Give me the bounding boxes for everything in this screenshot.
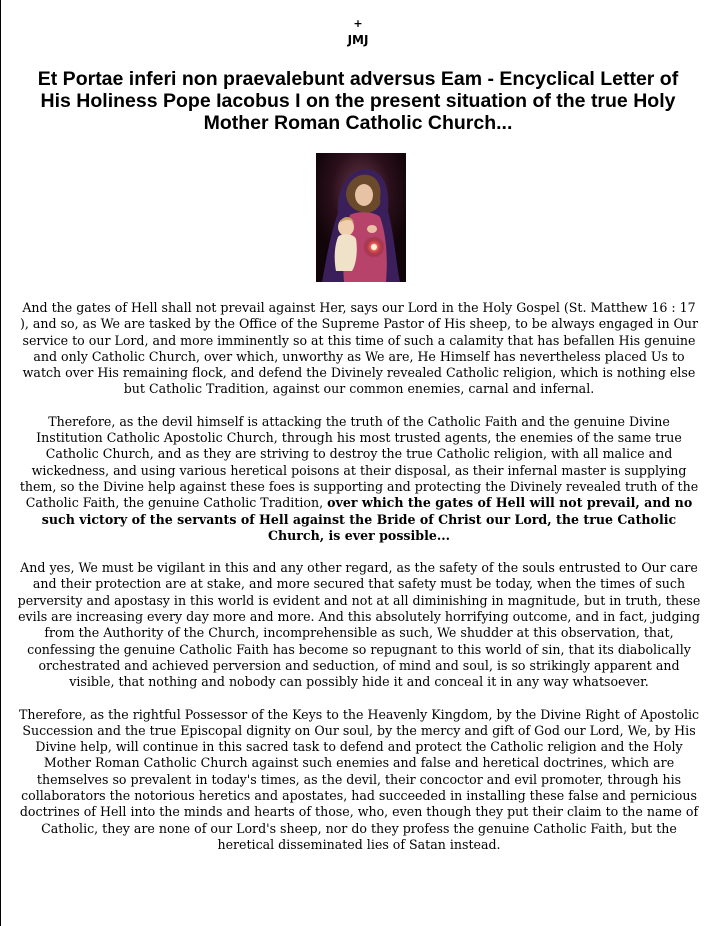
paragraph-4-text: Therefore, as the rightful Possessor of the Keys to the Heavenly Kingdom, by the Divine Right of Apostolic Succession and the true Episcopal dignity on Our soul, by the mercy and gift of God our Lord, We, by His Divine help, will continue in this sacred task to defend and protect the Catholic religion and the Holy Mother Roman Catholic Church against such enemies and false and heretical doctrines, which are themselves so prevalent in today's times, as the devil, their concoctor and evil promoter, through his collaborators the notorious heretics and apostates, had succeeded in installing these false and pernicious doctrines of Hell into the minds and hearts of those, who, even though they put their claim to the name of Catholic, they are none of our Lord's sheep, nor do they profess the genuine Catholic Faith, but the heretical disseminated lies of Satan instead. [18, 706, 700, 852]
paragraph-3 [17, 560, 701, 690]
paragraph-2 [17, 414, 701, 544]
madonna-and-child-icon [316, 153, 406, 282]
page-title: Et Portae inferi non praevalebunt adversus Eam - Encyclical Letter of His Holiness Pope Iacobus I on the present situation of the true Holy Mother Roman Catholic Church... [37, 68, 679, 134]
paragraph-2-text: Therefore, as the devil himself is attacking the truth of the Catholic Faith and the genuine Divine Institution Catholic Apostolic Church, through his most trusted agents, the enemies of the same true Catholic Church, and as they are striving to destroy the true Catholic religion, with all malice and wickedness, and using various heretical poisons at their disposal, as their infernal master is supplying them, so the Divine help against these foes is supporting and protecting the Divinely revealed truth of the Catholic Faith, the genuine Catholic Tradition, [19, 413, 699, 511]
madonna-and-child-image [316, 153, 406, 282]
cross-symbol: + [353, 17, 363, 30]
letter-body [17, 300, 701, 869]
paragraph-2-bold-text: over which the gates of Hell will not prevail, and no such victory of the servants of Hell against the Bride of Christ our Lord, the true Catholic Church, is ever possible... [41, 495, 693, 543]
paragraph-1 [17, 300, 701, 398]
paragraph-4 [17, 707, 701, 854]
jmj-monogram: JMJ [347, 33, 369, 47]
document-page [1, 0, 715, 926]
paragraph-3-text: And yes, We must be vigilant in this and any other regard, as the safety of the souls entrusted to Our care and their protection are at stake, and more secured that safety must be today, when the times of such perversity and apostasy in this world is evident and not at all diminishing in magnitude, but in truth, these evils are increasing every day more and more. And this absolutely horrifying outcome, and in fact, judging from the Authority of the Church, incomprehensible as such, We shudder at this observation, that, confessing the genuine Catholic Faith has become so repugnant to this world of sin, that its diabolically orchestrated and achieved perversion and seduction, of mind and soul, is so strikingly apparent and visible, that nothing and nobody can possibly hide it and conceal it in any way whatsoever. [17, 560, 701, 690]
paragraph-1-text: And the gates of Hell shall not prevail against Her, says our Lord in the Holy Gospel (St. Matthew 16 : 17 ), and so, as We are tasked by the Office of the Supreme Pastor of His sheep, to be always engaged in Our service to our Lord, and more imminently so at this time of such a calamity that has befallen His genuine and only Catholic Church, over which, unworthy as We are, He Himself has nevertheless placed Us to watch over His remaining flock, and defend the Divinely revealed Catholic religion, which is nothing else but Catholic Tradition, against our common enemies, carnal and infernal. [19, 300, 699, 397]
